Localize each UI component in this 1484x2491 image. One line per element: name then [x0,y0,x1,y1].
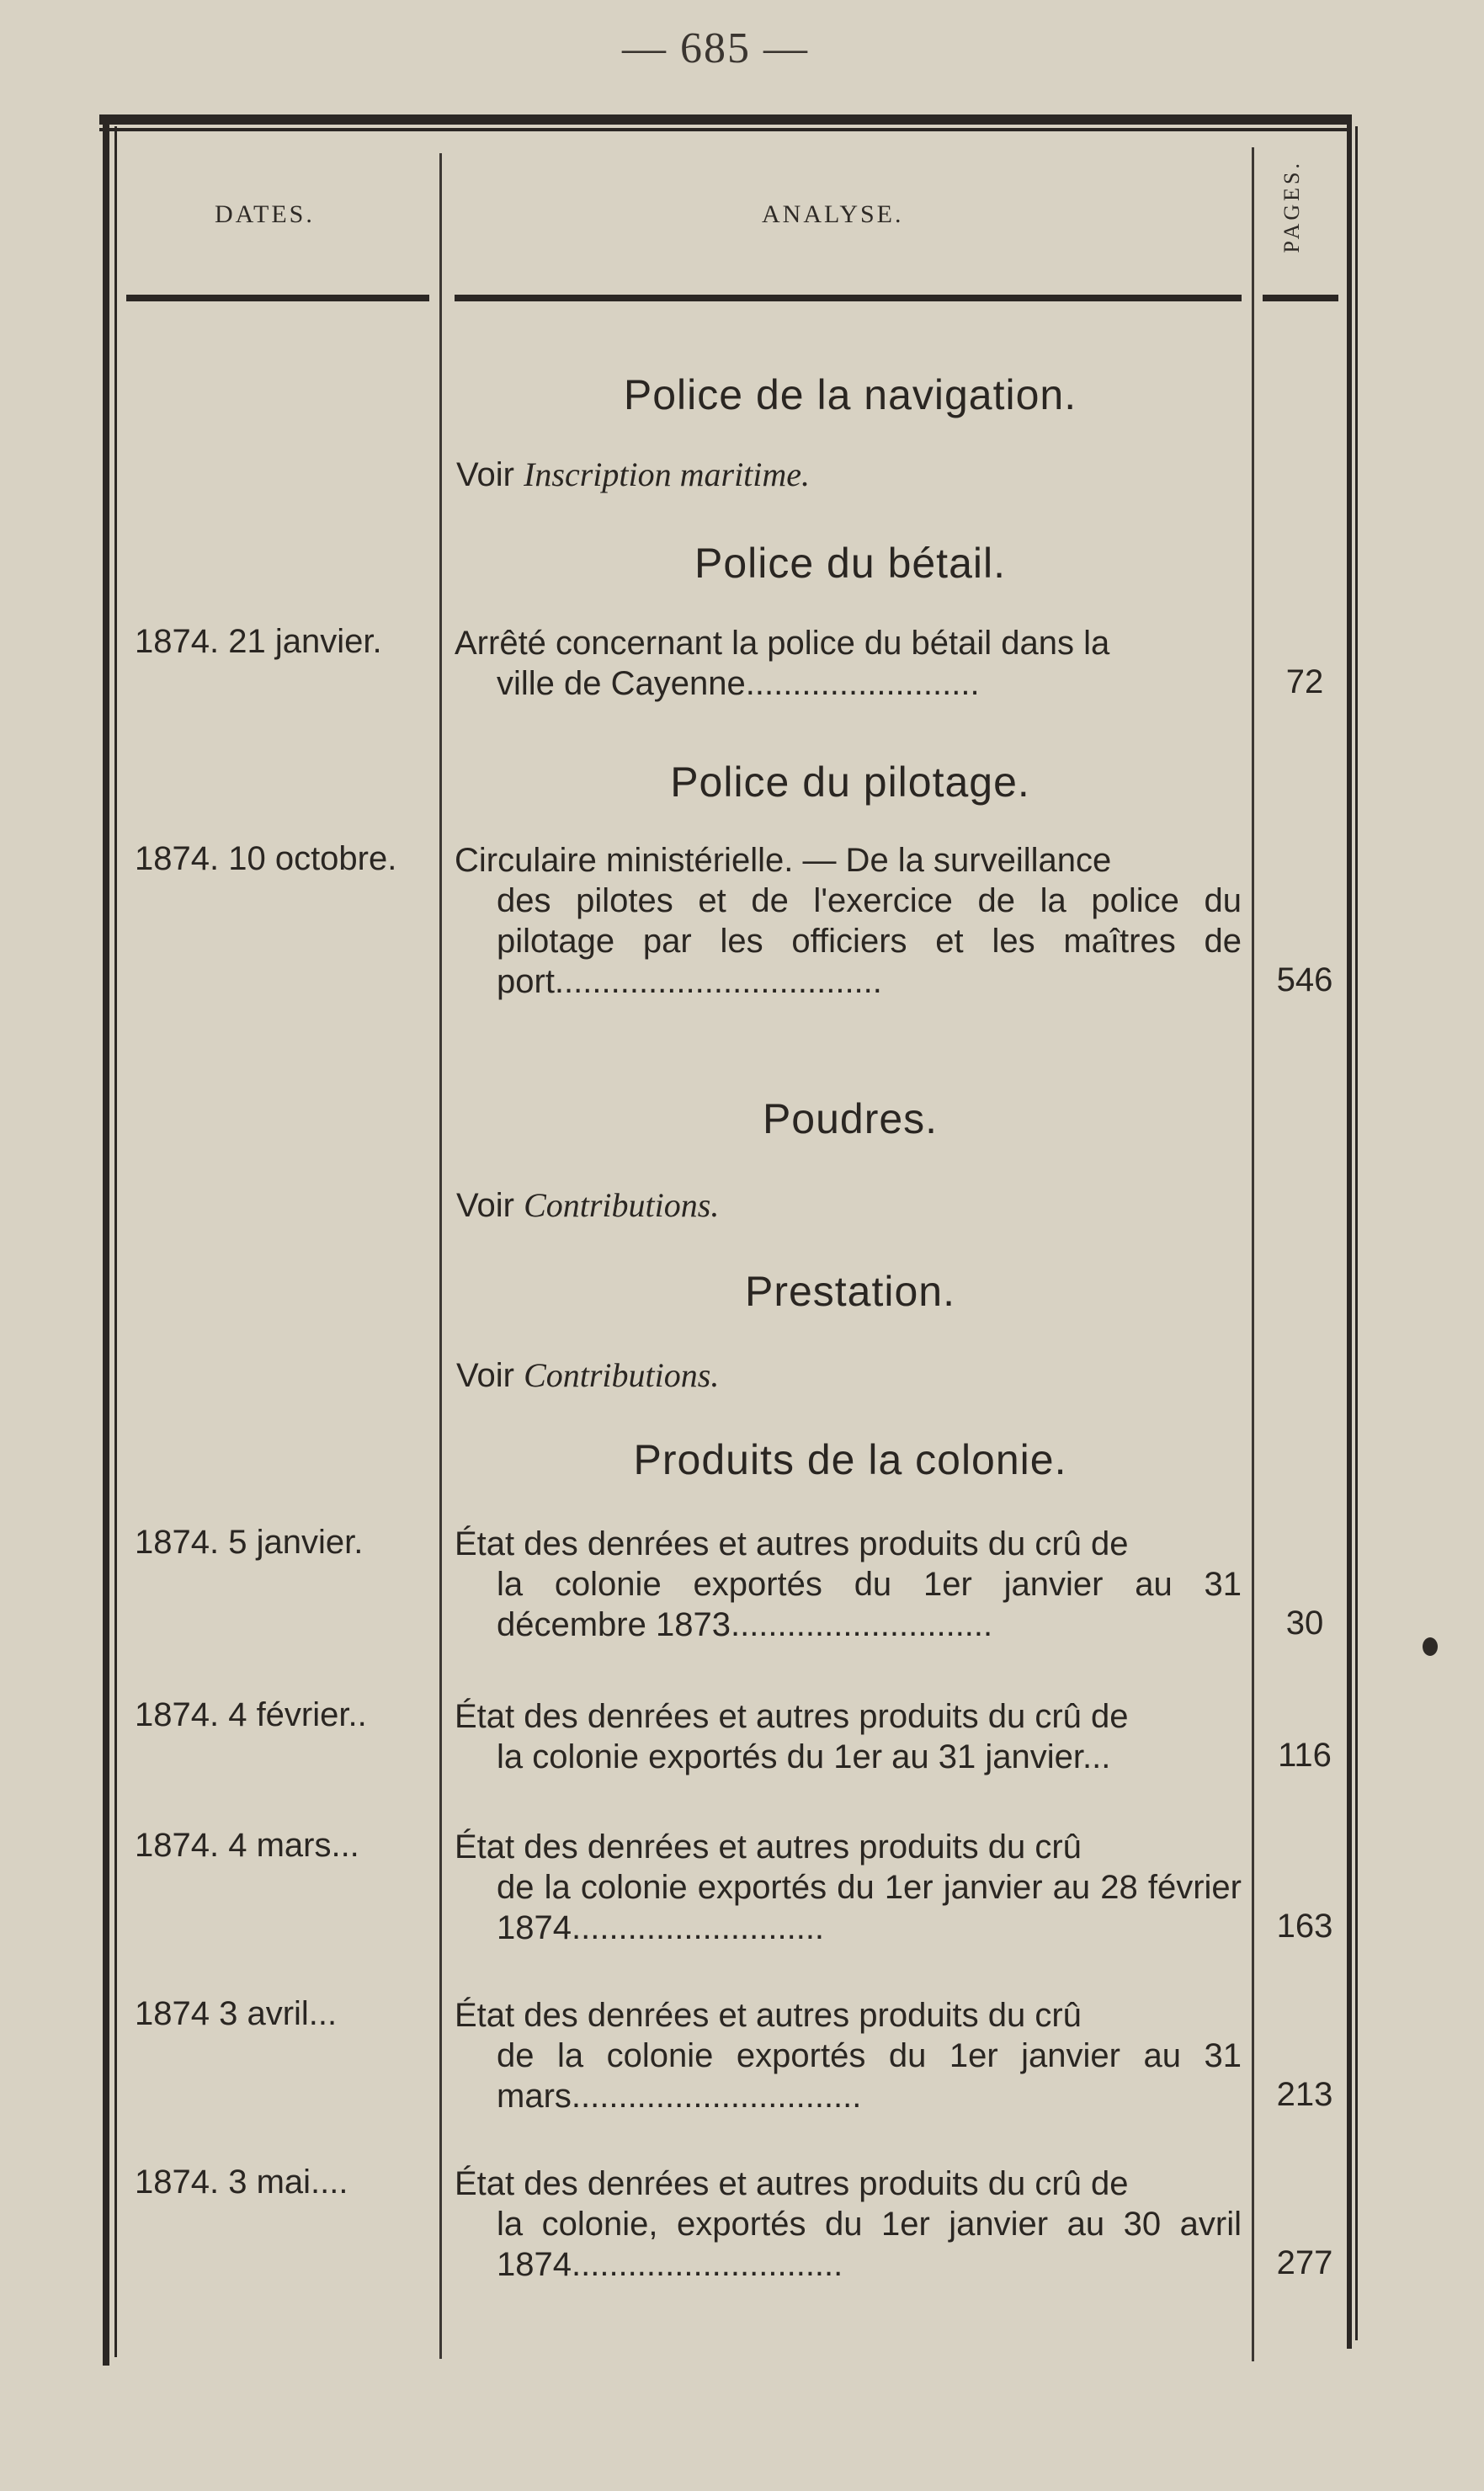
header-rule-analyse [455,295,1242,301]
section-title: Prestation. [744,1268,955,1315]
header-pages: PAGES. [1279,160,1304,253]
see-also-target: Contributions. [524,1186,720,1224]
header-rule-pages [1263,295,1338,301]
see-also-reference [456,1185,719,1225]
header-dates: DATES. [215,200,315,228]
see-also-prefix: Voir [456,1187,514,1224]
header-rule-dates [126,295,429,301]
entry-text-continuation: de la colonie exportés du 1er janvier au 28 février 1874........................... [497,1869,1242,1946]
see-also-reference [456,1355,719,1395]
entry-text-first-line: État des denrées et autres produits du crû de [455,2165,1129,2202]
entry-text [455,2164,1242,2285]
entry-date: 1874. 10 octobre. [135,840,397,877]
section-title: Police de la navigation. [623,371,1077,418]
entry-date: 1874. 4 février.. [135,1696,367,1733]
entry-text-continuation: de la colonie exportés du 1er janvier au 31 mars............................... [497,2037,1242,2115]
entry-text-first-line: Arrêté concernant la police du bétail dans la [455,625,1110,662]
entry-date: 1874. 3 mai.... [135,2164,348,2201]
entry-text-continuation: ville de Cayenne......................... [497,665,980,702]
section-title: Poudres. [762,1095,939,1142]
table-top-rule [99,114,1352,125]
ink-spot [1423,1637,1438,1656]
entry-text-first-line: État des denrées et autres produits du crû [455,1828,1082,1866]
entry-page: 72 [1285,663,1324,700]
column-separator-dates [439,153,442,2359]
column-separator-pages [1252,147,1254,2361]
entry-page: 277 [1276,2244,1333,2281]
entry-text-first-line: État des denrées et autres produits du crû de [455,1698,1129,1735]
table-left-border-thin [114,126,117,2357]
entry-page: 30 [1285,1605,1324,1642]
see-also-prefix: Voir [456,1357,514,1394]
entry-date: 1874 3 avril... [135,1995,338,2032]
entry-text-first-line: État des denrées et autres produits du crû [455,1997,1082,2034]
entry-text-continuation: des pilotes et de l'exercice de la police du pilotage par les officiers et les maîtres de port................................... [497,882,1242,1000]
header-analyse: ANALYSE. [762,200,904,228]
see-also-reference [456,455,810,494]
entry-text [455,623,1242,704]
see-also-prefix: Voir [456,456,514,493]
entry-text-first-line: État des denrées et autres produits du crû de [455,1525,1129,1562]
entry-date: 1874. 4 mars... [135,1827,359,1864]
entry-text-continuation: la colonie exportés du 1er janvier au 31 décembre 1873............................ [497,1566,1242,1643]
table-right-border [1347,118,1352,2349]
entry-text [455,1995,1242,2116]
entry-text [455,1696,1242,1777]
entry-page: 213 [1276,2076,1333,2113]
see-also-target: Inscription maritime. [524,455,811,493]
section-title: Police du pilotage. [670,758,1030,806]
entry-text [455,1524,1242,1645]
section-title: Produits de la colonie. [633,1436,1067,1483]
section-title: Police du bétail. [694,540,1006,587]
entry-date: 1874. 21 janvier. [135,623,382,660]
table-left-border [103,118,109,2366]
entry-date: 1874. 5 janvier. [135,1524,364,1561]
entry-text-continuation: la colonie exportés du 1er au 31 janvier... [497,1738,1111,1775]
entry-text [455,1827,1242,1948]
entry-text-first-line: Circulaire ministérielle. — De la surveillance [455,842,1112,879]
entry-text-continuation: la colonie, exportés du 1er janvier au 30 avril 1874............................. [497,2206,1242,2283]
entry-text [455,840,1242,1002]
entry-page: 546 [1276,961,1333,998]
entry-page: 163 [1276,1908,1333,1945]
entry-page: 116 [1278,1737,1332,1774]
table-right-border-thin [1355,126,1358,2340]
page-number: — 685 — [622,24,809,72]
table-top-rule-thin [99,128,1352,131]
see-also-target: Contributions. [524,1356,720,1394]
